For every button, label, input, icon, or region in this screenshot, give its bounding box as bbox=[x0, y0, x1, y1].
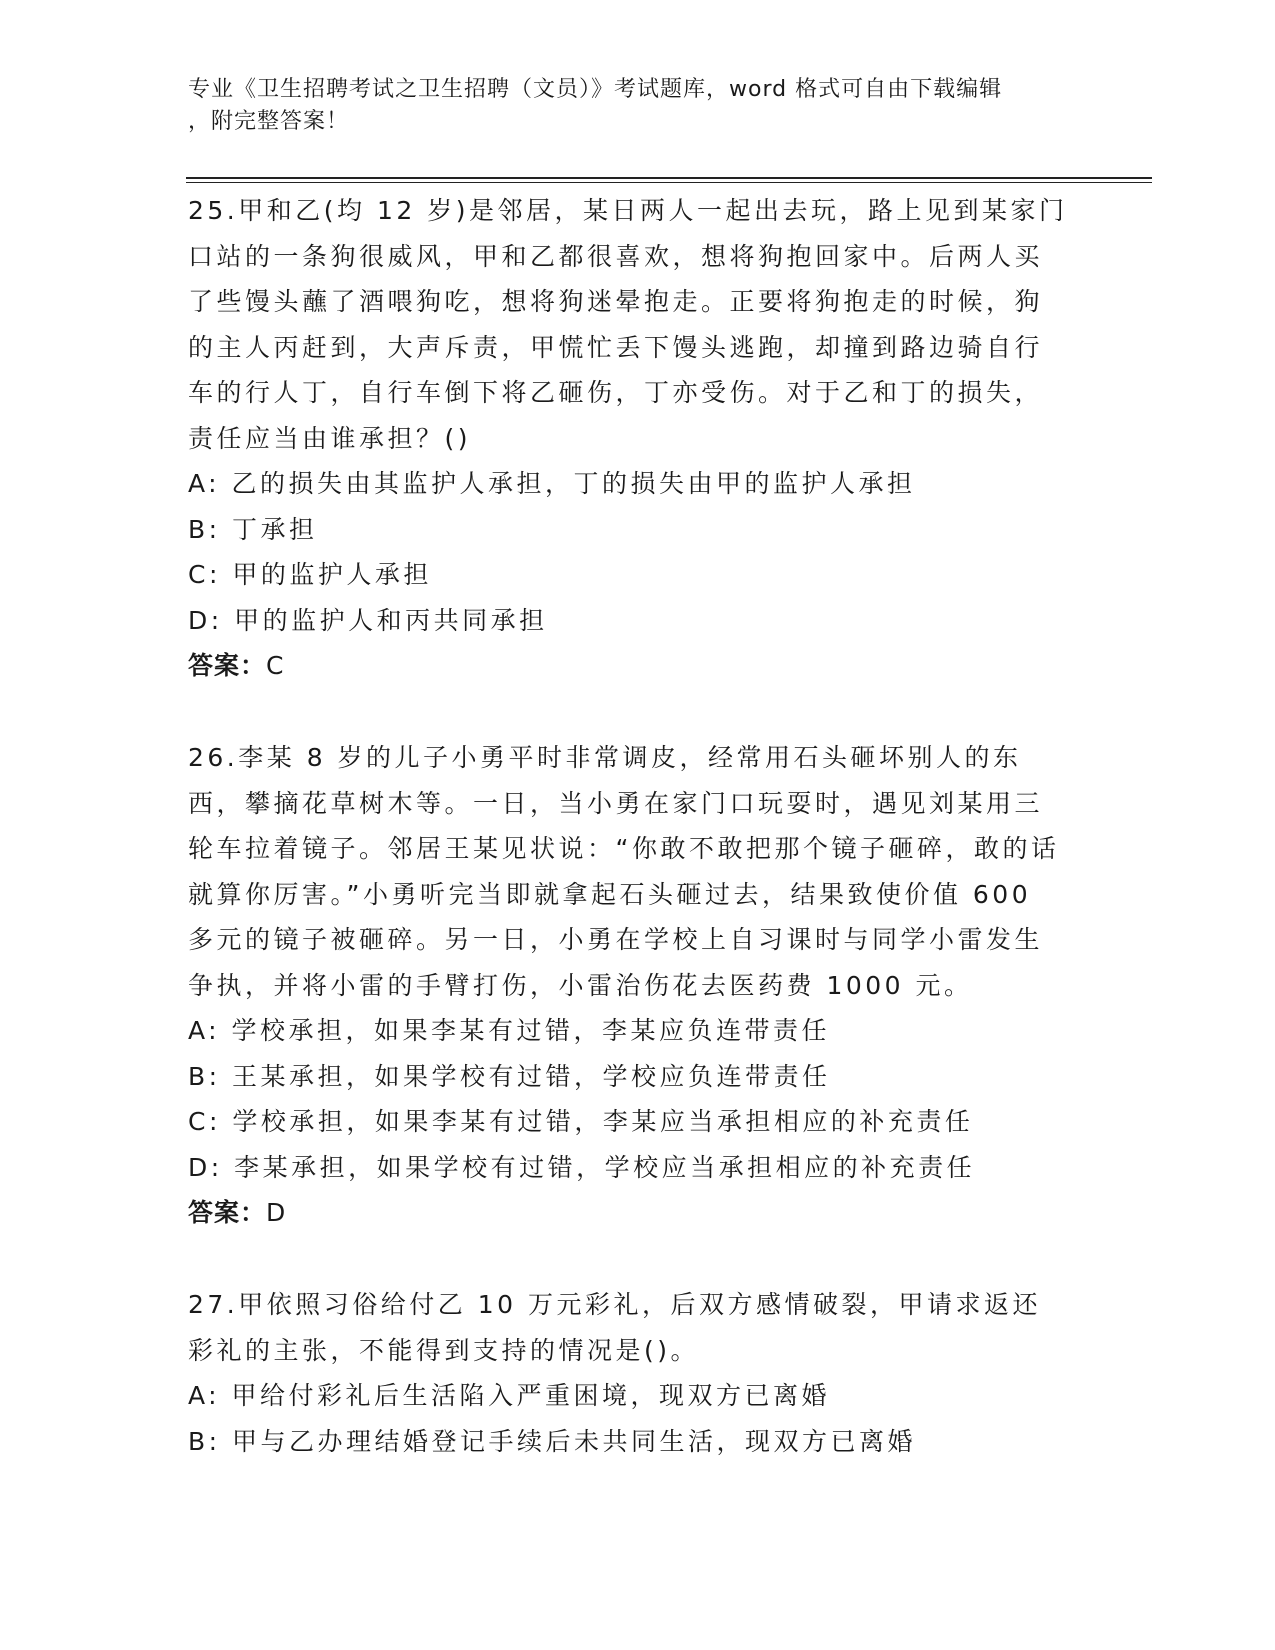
question-25 bbox=[188, 188, 1068, 689]
question-stem: 27.甲依照习俗给付乙 10 万元彩礼，后双方感情破裂，甲请求返还彩礼的主张，不能得到支持的情况是()。 bbox=[188, 1290, 1041, 1365]
question-27 bbox=[188, 1282, 1068, 1464]
header-line-1: 专业《卫生招聘考试之卫生招聘（文员）》考试题库，word 格式可自由下载编辑 bbox=[188, 77, 1003, 102]
question-list bbox=[188, 188, 1068, 1464]
answer-label: 答案： bbox=[188, 1198, 267, 1227]
answer-line bbox=[188, 1190, 1068, 1236]
question-stem: 26.李某 8 岁的儿子小勇平时非常调皮，经常用石头砸坏别人的东西，攀摘花草树木等。一日，当小勇在家门口玩耍时，遇见刘某用三轮车拉着镜子。邻居王某见状说：“你敢不敢把那个镜子砸碎，敢的话就算你厉害。”小勇听完当即就拿起石头砸过去，结果致使价值 600 多元的镜子被砸碎。另一日，小勇在学校上自习课时与同学小雷发生争执，并将小雷的手臂打伤，小雷治伤花去医药费 1000 元。 bbox=[188, 743, 1060, 1000]
question-spacer bbox=[188, 689, 1068, 735]
option-a: A: 学校承担，如果李某有过错，李某应负连带责任 bbox=[188, 1016, 831, 1045]
header-divider-thick bbox=[186, 177, 1152, 179]
header-line-2: ，附完整答案！ bbox=[188, 109, 350, 134]
header-divider-thin bbox=[186, 182, 1152, 183]
document-header bbox=[188, 74, 1068, 138]
option-a: A: 甲给付彩礼后生活陷入严重困境，现双方已离婚 bbox=[188, 1381, 831, 1410]
answer-label: 答案： bbox=[188, 651, 267, 680]
option-d: D: 甲的监护人和丙共同承担 bbox=[188, 605, 548, 635]
question-26 bbox=[188, 735, 1068, 1236]
option-b: B: 甲与乙办理结婚登记手续后未共同生活，现双方已离婚 bbox=[188, 1426, 917, 1456]
option-b: B: 丁承担 bbox=[188, 514, 318, 544]
option-b: B: 王某承担，如果学校有过错，学校应负连带责任 bbox=[188, 1061, 831, 1091]
question-spacer bbox=[188, 1236, 1068, 1282]
option-c: C: 学校承担，如果李某有过错，李某应当承担相应的补充责任 bbox=[188, 1107, 974, 1136]
answer-line bbox=[188, 643, 1068, 689]
question-stem: 25.甲和乙(均 12 岁)是邻居，某日两人一起出去玩，路上见到某家门口站的一条狗很威风，甲和乙都很喜欢，想将狗抱回家中。后两人买了些馒头蘸了酒喂狗吃，想将狗迷晕抱走。正要将狗抱走的时候，狗的主人丙赶到，大声斥责，甲慌忙丢下馒头逃跑，却撞到路边骑自行车的行人丁，自行车倒下将乙砸伤，丁亦受伤。对于乙和丁的损失，责任应当由谁承担？() bbox=[188, 196, 1068, 453]
answer-value: D bbox=[266, 1198, 287, 1227]
answer-value: C bbox=[266, 651, 285, 680]
option-c: C: 甲的监护人承担 bbox=[188, 560, 432, 589]
option-d: D: 李某承担，如果学校有过错，学校应当承担相应的补充责任 bbox=[188, 1152, 976, 1182]
option-a: A: 乙的损失由其监护人承担，丁的损失由甲的监护人承担 bbox=[188, 469, 916, 498]
